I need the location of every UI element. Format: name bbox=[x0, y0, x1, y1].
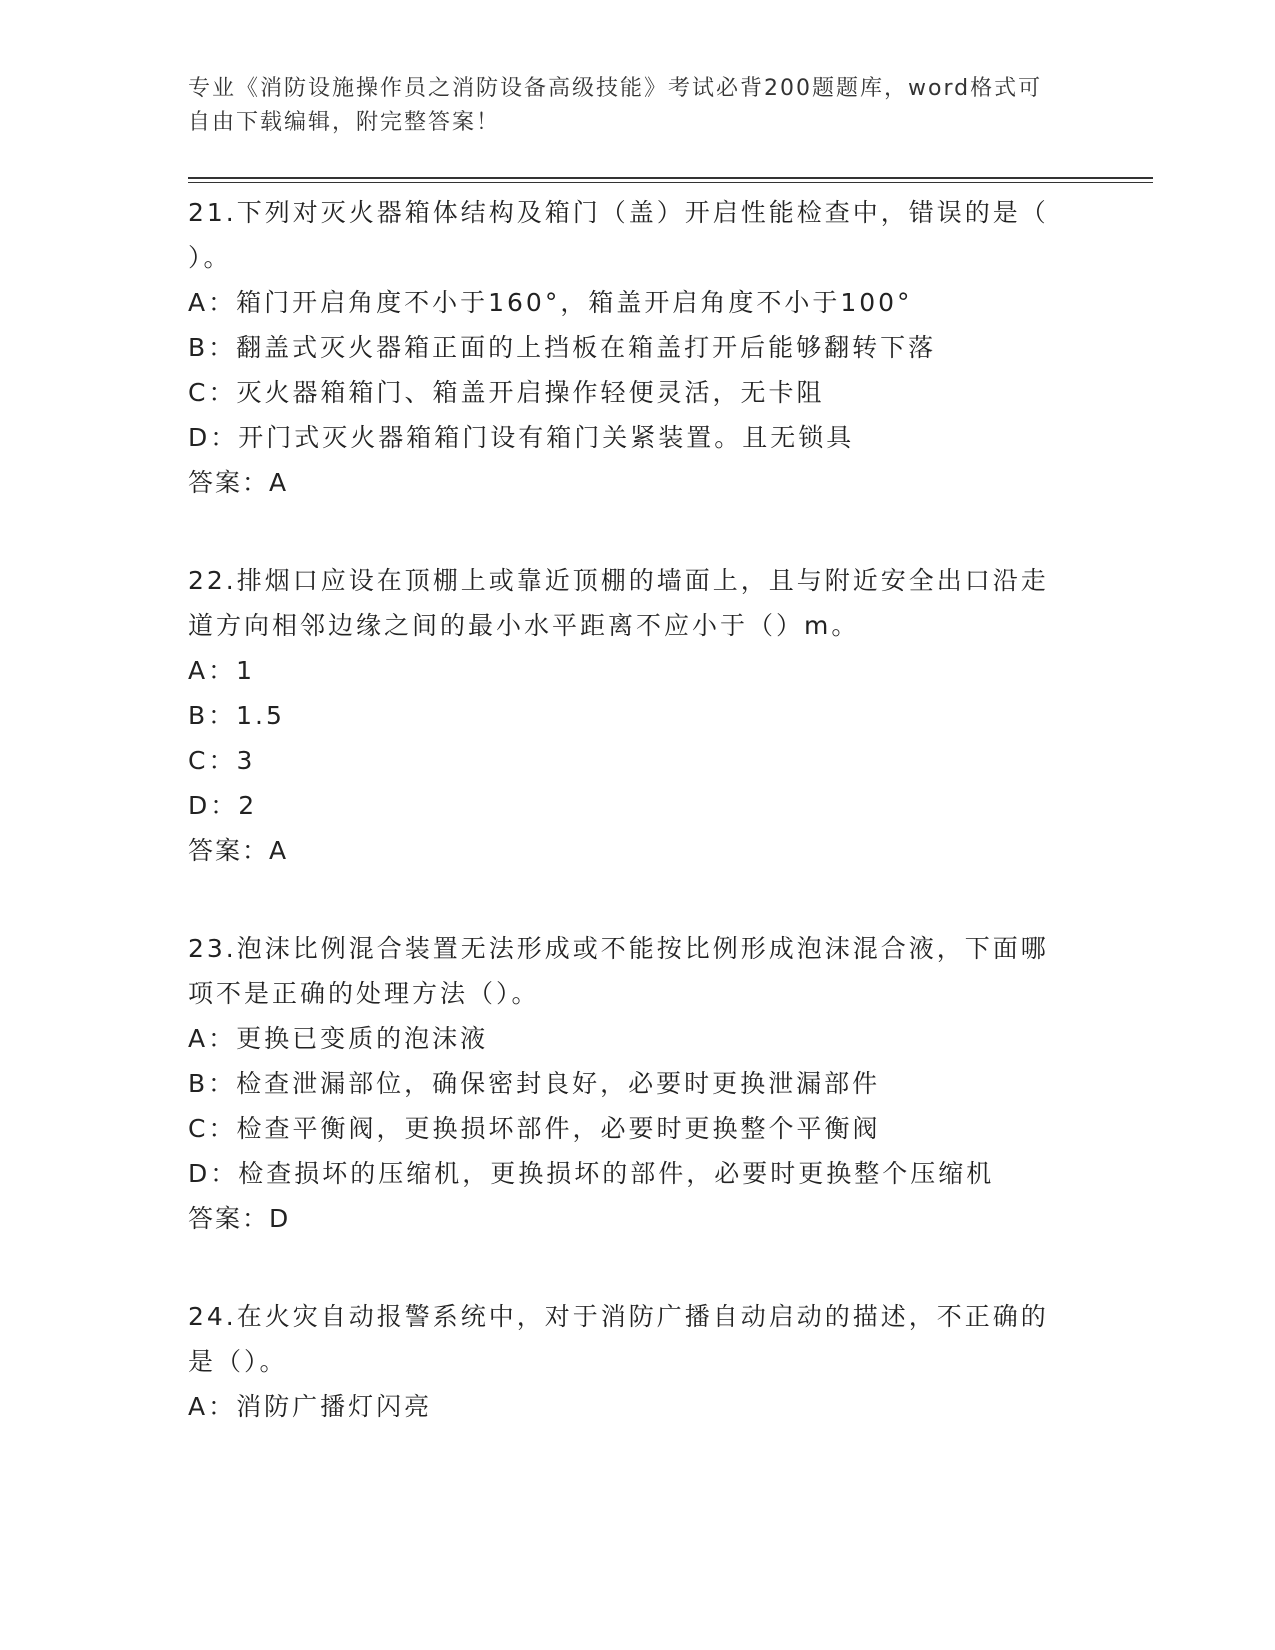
option-a: A：更换已变质的泡沫液 bbox=[188, 1024, 489, 1053]
question-stem-line: 23.泡沫比例混合装置无法形成或不能按比例形成泡沫混合液，下面哪 bbox=[188, 934, 1049, 963]
question-stem-line: 项不是正确的处理方法（）。 bbox=[188, 979, 540, 1008]
option-d: D：开门式灭火器箱箱门设有箱门关紧装置。且无锁具 bbox=[188, 423, 855, 452]
option-a: A：箱门开启角度不小于160°，箱盖开启角度不小于100° bbox=[188, 288, 913, 317]
header-rule-thin bbox=[188, 182, 1153, 183]
answer-line: 答案：A bbox=[188, 836, 289, 865]
header-line-1: 专业《消防设施操作员之消防设备高级技能》考试必背200题题库，word格式可 bbox=[188, 76, 1043, 101]
question-23 bbox=[188, 926, 1088, 1241]
question-24 bbox=[188, 1294, 1088, 1429]
option-a: A：消防广播灯闪亮 bbox=[188, 1392, 433, 1421]
question-stem-line: 22.排烟口应设在顶棚上或靠近顶棚的墙面上，且与附近安全出口沿走 bbox=[188, 566, 1049, 595]
document-header bbox=[188, 72, 1088, 140]
header-line-2: 自由下载编辑，附完整答案！ bbox=[188, 110, 501, 135]
option-b: B：翻盖式灭火器箱正面的上挡板在箱盖打开后能够翻转下落 bbox=[188, 333, 937, 362]
question-stem-line: 24.在火灾自动报警系统中，对于消防广播自动启动的描述，不正确的 bbox=[188, 1302, 1049, 1331]
answer-line: 答案：A bbox=[188, 468, 289, 497]
question-21 bbox=[188, 190, 1088, 505]
question-stem-line: ）。 bbox=[188, 243, 232, 272]
question-stem-line: 道方向相邻边缘之间的最小水平距离不应小于（）m。 bbox=[188, 611, 860, 640]
option-d: D：2 bbox=[188, 791, 258, 820]
option-b: B：1.5 bbox=[188, 701, 285, 730]
option-a: A：1 bbox=[188, 656, 256, 685]
option-c: C：灭火器箱箱门、箱盖开启操作轻便灵活，无卡阻 bbox=[188, 378, 825, 407]
question-list bbox=[188, 190, 1088, 1429]
option-c: C：检查平衡阀，更换损坏部件，必要时更换整个平衡阀 bbox=[188, 1114, 881, 1143]
answer-line: 答案：D bbox=[188, 1204, 291, 1233]
option-d: D：检查损坏的压缩机，更换损坏的部件，必要时更换整个压缩机 bbox=[188, 1159, 995, 1188]
question-stem-line: 21.下列对灭火器箱体结构及箱门（盖）开启性能检查中，错误的是（ bbox=[188, 198, 1049, 227]
option-c: C：3 bbox=[188, 746, 256, 775]
question-22 bbox=[188, 558, 1088, 873]
header-rule-thick bbox=[188, 177, 1153, 179]
option-b: B：检查泄漏部位，确保密封良好，必要时更换泄漏部件 bbox=[188, 1069, 881, 1098]
question-stem-line: 是（）。 bbox=[188, 1347, 288, 1376]
